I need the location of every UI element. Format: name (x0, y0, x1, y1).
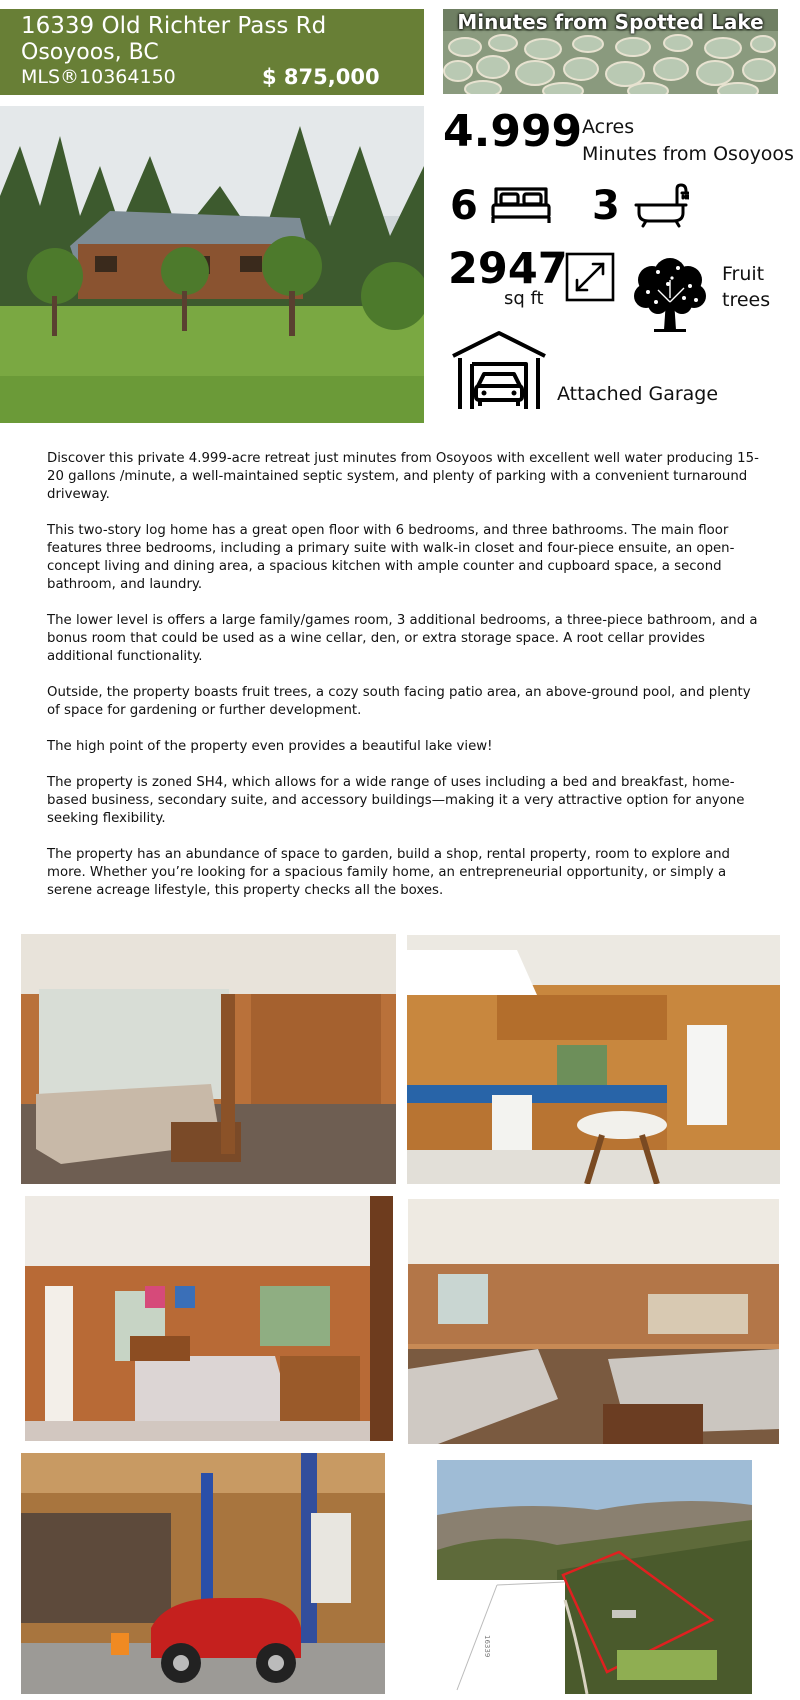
acres-value: 4.999 (443, 106, 583, 157)
acres-subtitle: Minutes from Osoyoos (582, 143, 794, 165)
family-room-photo (21, 934, 396, 1184)
house-exterior-photo (0, 106, 424, 423)
fruit-trees-label-line-2: trees (722, 289, 771, 311)
expand-arrows-icon (565, 252, 615, 302)
bedroom-count: 6 (450, 183, 478, 229)
description-paragraph: The property has an abundance of space to garden, build a shop, rental property, room to explore and more. Whether you’re looking for a spacious family home, an entrepreneurial opportunity, or simply a serene acreage lifestyle, this property checks all the boxes. (47, 847, 730, 898)
fruit-trees-label-line-1: Fruit (722, 263, 765, 285)
living-dining-photo (408, 1199, 779, 1444)
acres-label: Acres (582, 116, 635, 138)
garage-icon (450, 330, 548, 412)
bathtub-icon (633, 183, 689, 229)
mls-number: MLS®10364150 (21, 66, 176, 88)
listing-price: $ 875,000 (262, 65, 380, 89)
kitchen-photo (407, 935, 780, 1184)
address-line-1: 16339 Old Richter Pass Rd (21, 13, 327, 39)
listing-header (0, 9, 424, 95)
bathroom-count: 3 (592, 183, 620, 229)
aerial-lot-map-photo (437, 1460, 752, 1694)
spotted-lake-title: Minutes from Spotted Lake (457, 10, 764, 34)
description-paragraph: The property is zoned SH4, which allows for a wide range of uses including a bed and breakfast, home-based business, secondary suite, and accessory buildings—making it a very attractive option for anyone seeking flexibility. (47, 775, 745, 826)
shop-garage-photo (21, 1453, 385, 1694)
tree-icon (628, 250, 712, 334)
garage-label: Attached Garage (557, 383, 719, 405)
description-paragraph: This two-story log home has a great open floor with 6 bedrooms, and three bathrooms. The main floor features three bedrooms, including a primary suite with walk-in closet and four-piece ensuite, an open-concept living and dining area, a spacious kitchen with ample counter and cupboard space, a second bathroom, and laundry. (47, 523, 735, 592)
description-paragraph: The lower level is offers a large family/games room, 3 additional bedrooms, a three-piece bathroom, and a bonus room that could be used as a wine cellar, den, or extra storage space. A root cellar provides additional functionality. (47, 613, 758, 664)
bedroom-photo (25, 1196, 393, 1441)
description-paragraph: Discover this private 4.999-acre retreat just minutes from Osoyoos with excellent well water producing 15-20 gallons /minute, a well-maintained septic system, and plenty of parking with a convenient turnaround driveway. (47, 451, 759, 502)
lot-number-label: 16339 (483, 1635, 491, 1658)
address-line-2: Osoyoos, BC (21, 40, 159, 65)
bed-icon (490, 183, 552, 227)
spotted-lake-photo (443, 9, 778, 94)
description-paragraph: Outside, the property boasts fruit trees, a cozy south facing patio area, an above-ground pool, and plenty of space for gardening or further development. (47, 685, 751, 718)
description-paragraph: The high point of the property even provides a beautiful lake view! (47, 739, 493, 754)
square-footage-unit: sq ft (504, 288, 544, 309)
listing-description (47, 450, 761, 918)
square-footage-value: 2947 (448, 244, 568, 294)
